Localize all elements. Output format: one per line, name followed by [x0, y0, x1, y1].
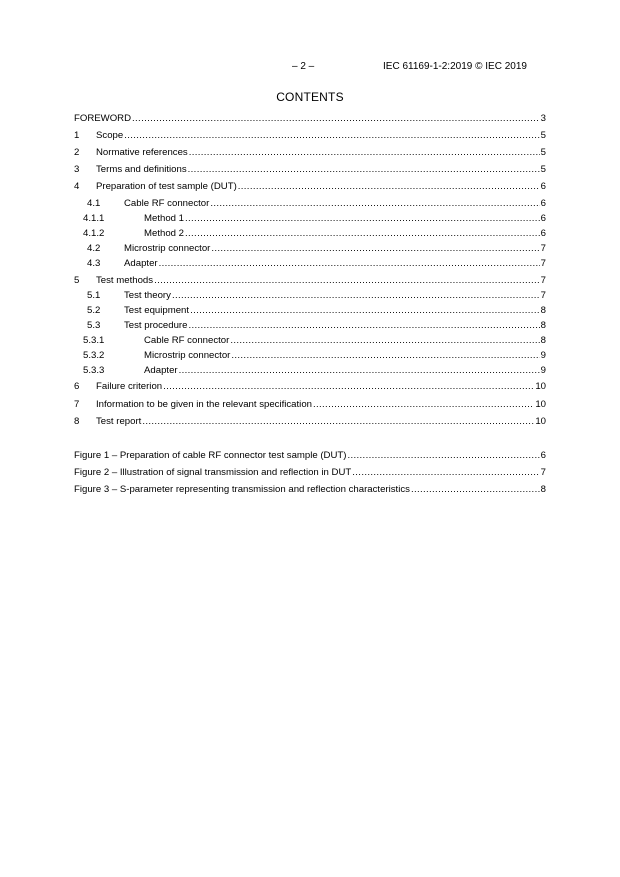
figure-entry[interactable]	[74, 466, 546, 480]
toc-entry-page: 8	[540, 335, 546, 346]
toc-entry-page: 6	[540, 198, 546, 209]
figure-entry[interactable]	[74, 449, 546, 463]
figure-entry-label: Figure 2 – Illustration of signal transmission and reflection in DUT	[74, 467, 352, 478]
toc-entry-number: 1	[74, 130, 80, 141]
standard-id: IEC 61169-1-2:2019 © IEC 2019	[383, 61, 527, 72]
dot-leader	[190, 304, 540, 318]
toc-entry[interactable]	[74, 380, 546, 394]
figure-entry-page: 7	[540, 467, 546, 478]
toc-entry-page: 5	[540, 164, 546, 175]
toc-entry-page: 9	[540, 350, 546, 361]
dot-leader	[124, 129, 539, 143]
toc-entry-number: 5.1	[87, 290, 101, 301]
dot-leader	[172, 289, 540, 303]
toc-entry-label: Adapter	[144, 365, 178, 376]
toc-entry-label: Test equipment	[124, 305, 190, 316]
dot-leader	[347, 449, 539, 463]
toc-entry-number: 5.2	[87, 305, 101, 316]
toc-entry-page: 8	[540, 320, 546, 331]
toc-entry[interactable]	[74, 163, 546, 177]
toc-entry-label: Test procedure	[124, 320, 188, 331]
toc-entry-page: 7	[540, 243, 546, 254]
toc-entry[interactable]	[83, 334, 546, 348]
figure-entry-label: Figure 3 – S-parameter representing transmission and reflection characteristics	[74, 484, 410, 495]
toc-entry-number: 4.2	[87, 243, 101, 254]
toc-entry[interactable]	[74, 146, 546, 160]
dot-leader	[179, 364, 540, 378]
toc-entry[interactable]	[87, 289, 546, 303]
toc-entry-number: 6	[74, 381, 80, 392]
toc-entry-label: Failure criterion	[96, 381, 163, 392]
toc-entry-page: 8	[540, 305, 546, 316]
toc-entry[interactable]	[74, 415, 546, 429]
toc-entry[interactable]	[74, 129, 546, 143]
toc-entry-label: Method 2	[144, 228, 185, 239]
toc-entry-number: 4.1.2	[83, 228, 105, 239]
toc-entry-number: 4.1.1	[83, 213, 105, 224]
toc-entry-label: Normative references	[96, 147, 188, 158]
toc-entry-number: 5.3.3	[83, 365, 105, 376]
toc-entry-label: Scope	[96, 130, 124, 141]
toc-entry-label: Test report	[96, 416, 142, 427]
toc-entry-page: 10	[535, 381, 546, 392]
figure-entry[interactable]	[74, 483, 546, 497]
dot-leader	[189, 146, 540, 160]
toc-entry-number: 5	[74, 275, 80, 286]
toc-entry[interactable]	[87, 257, 546, 271]
dot-leader	[159, 257, 540, 271]
toc-entry-label: Terms and definitions	[96, 164, 187, 175]
dot-leader	[313, 398, 534, 412]
toc-entry-number: 8	[74, 416, 80, 427]
toc-entry-number: 4	[74, 181, 80, 192]
toc-entry[interactable]	[87, 319, 546, 333]
toc-entry-number: 4.1	[87, 198, 101, 209]
dot-leader	[231, 349, 539, 363]
dot-leader	[188, 163, 540, 177]
toc-entry-number: 5.3	[87, 320, 101, 331]
toc-entry[interactable]	[74, 398, 546, 412]
page-title: CONTENTS	[276, 90, 344, 104]
page-number: – 2 –	[292, 61, 315, 72]
toc-entry-number: 5.3.1	[83, 335, 105, 346]
toc-entry-label: Test theory	[124, 290, 171, 301]
toc-entry-label: Information to be given in the relevant specification	[96, 399, 312, 410]
dot-leader	[185, 227, 540, 241]
toc-entry[interactable]	[83, 349, 546, 363]
toc-entry-label: Microstrip connector	[144, 350, 231, 361]
toc-entry-number: 3	[74, 164, 80, 175]
toc-entry[interactable]	[87, 197, 546, 211]
dot-leader	[188, 319, 539, 333]
toc-entry-number: 5.3.2	[83, 350, 105, 361]
dot-leader	[211, 242, 539, 256]
toc-entry-label: Microstrip connector	[124, 243, 211, 254]
toc-entry[interactable]	[83, 364, 546, 378]
toc-entry[interactable]	[87, 242, 546, 256]
figure-entry-label: Figure 1 – Preparation of cable RF connector test sample (DUT)	[74, 450, 347, 461]
toc-entry-page: 6	[540, 181, 546, 192]
toc-entry-page: 5	[540, 130, 546, 141]
dot-leader	[238, 180, 540, 194]
toc-entry[interactable]	[74, 180, 546, 194]
toc-entry-label: Test methods	[96, 275, 154, 286]
toc-entry-number: 2	[74, 147, 80, 158]
toc-entry-page: 6	[540, 228, 546, 239]
toc-entry[interactable]	[83, 212, 546, 226]
dot-leader	[142, 415, 534, 429]
toc-entry[interactable]	[83, 227, 546, 241]
dot-leader	[230, 334, 539, 348]
dot-leader	[132, 112, 540, 126]
toc-entry-page: 7	[540, 258, 546, 269]
toc-entry-number: 4.3	[87, 258, 101, 269]
toc-entry-page: 6	[540, 213, 546, 224]
toc-entry-page: 10	[535, 399, 546, 410]
dot-leader	[185, 212, 540, 226]
toc-entry[interactable]	[87, 304, 546, 318]
toc-entry-number: 7	[74, 399, 80, 410]
toc-entry-page: 5	[540, 147, 546, 158]
toc-entry-label: Method 1	[144, 213, 185, 224]
toc-entry[interactable]	[74, 112, 546, 126]
toc-entry-label: FOREWORD	[74, 113, 132, 124]
toc-entry-page: 7	[540, 290, 546, 301]
toc-entry-label: Adapter	[124, 258, 158, 269]
toc-entry-page: 9	[540, 365, 546, 376]
toc-entry-label: Cable RF connector	[124, 198, 210, 209]
toc-entry-label: Cable RF connector	[144, 335, 230, 346]
dot-leader	[411, 483, 540, 497]
dot-leader	[154, 274, 540, 288]
figure-entry-page: 6	[540, 450, 546, 461]
toc-entry-page: 10	[535, 416, 546, 427]
dot-leader	[352, 466, 539, 480]
toc-entry-page: 7	[540, 275, 546, 286]
dot-leader	[210, 197, 539, 211]
dot-leader	[163, 380, 534, 394]
toc-entry-page: 3	[540, 113, 546, 124]
figure-entry-page: 8	[540, 484, 546, 495]
toc-entry[interactable]	[74, 274, 546, 288]
toc-entry-label: Preparation of test sample (DUT)	[96, 181, 237, 192]
